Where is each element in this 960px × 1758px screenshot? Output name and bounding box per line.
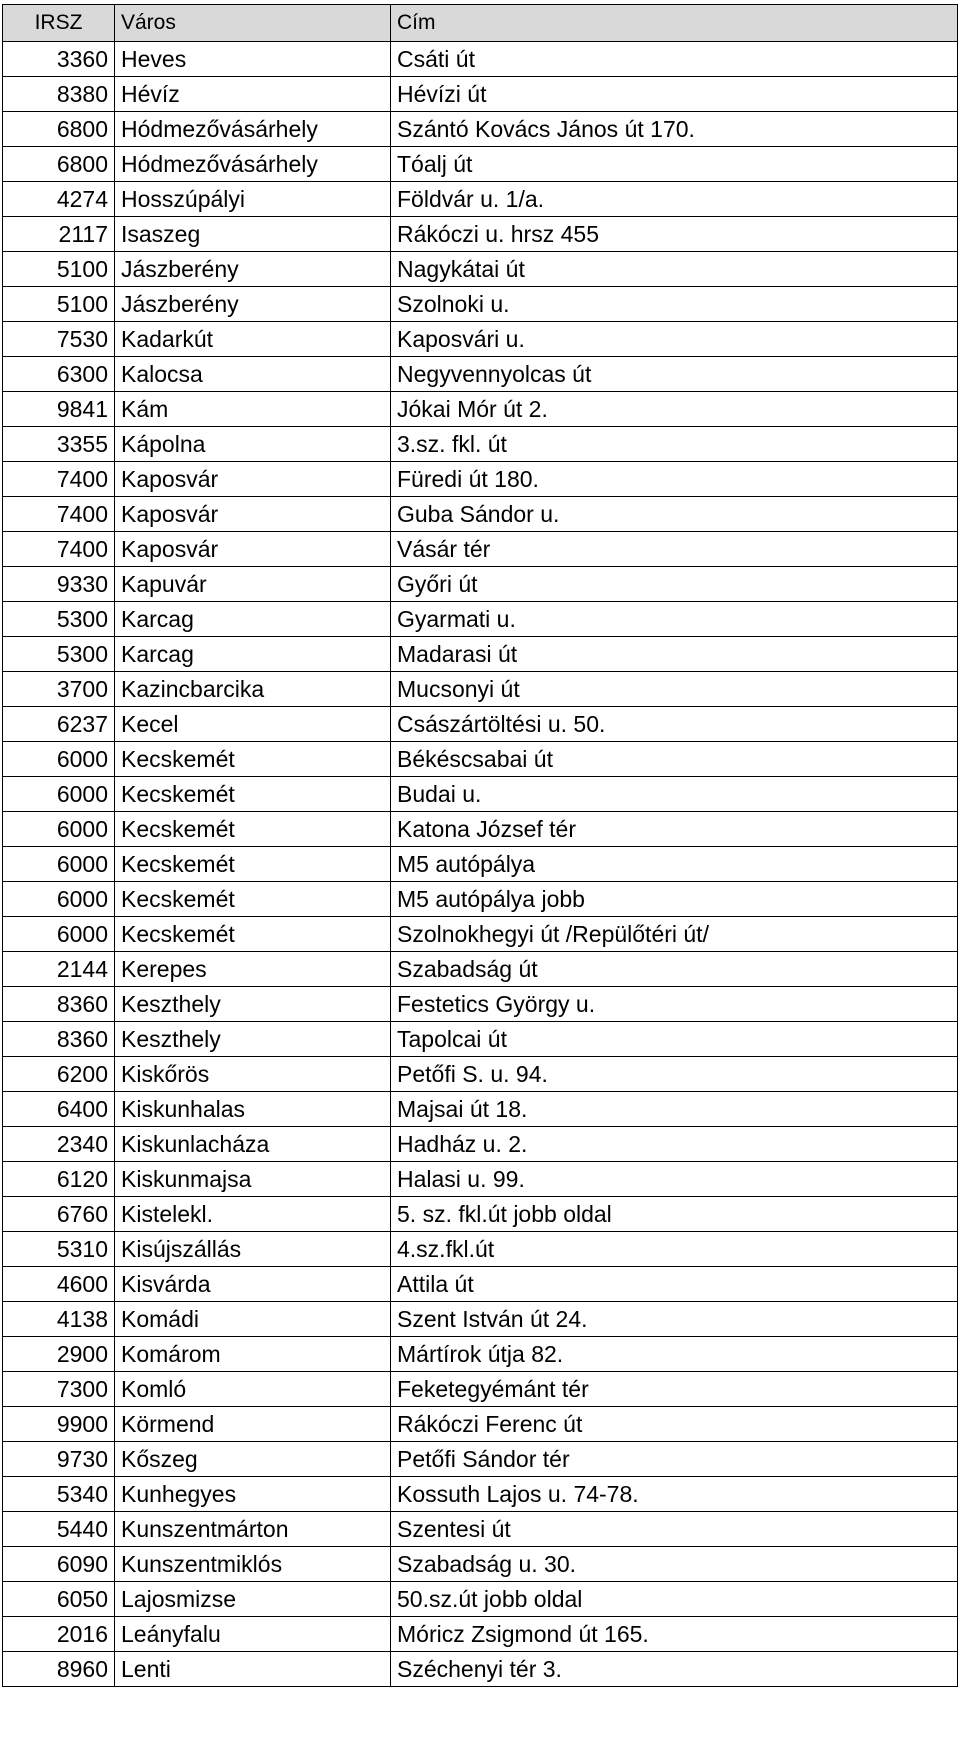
irsz-cell: 8360 — [3, 987, 115, 1022]
cim-cell: Szolnoki u. — [391, 287, 958, 322]
varos-cell: Hévíz — [115, 77, 391, 112]
irsz-cell: 6000 — [3, 812, 115, 847]
varos-cell: Jászberény — [115, 287, 391, 322]
irsz-cell: 8960 — [3, 1652, 115, 1687]
varos-cell: Lenti — [115, 1652, 391, 1687]
table-row — [3, 287, 958, 322]
table-row — [3, 637, 958, 672]
varos-cell: Kecskemét — [115, 882, 391, 917]
irsz-cell: 5300 — [3, 637, 115, 672]
cim-cell: Festetics György u. — [391, 987, 958, 1022]
irsz-cell: 9330 — [3, 567, 115, 602]
irsz-cell: 6300 — [3, 357, 115, 392]
irsz-cell: 4274 — [3, 182, 115, 217]
table-row — [3, 1232, 958, 1267]
cim-cell: Szentesi út — [391, 1512, 958, 1547]
irsz-cell: 6000 — [3, 847, 115, 882]
table-row — [3, 182, 958, 217]
cim-cell: Rákóczi u. hrsz 455 — [391, 217, 958, 252]
table-row — [3, 1372, 958, 1407]
table-row — [3, 392, 958, 427]
cim-cell: Attila út — [391, 1267, 958, 1302]
irsz-cell: 5440 — [3, 1512, 115, 1547]
varos-cell: Kazincbarcika — [115, 672, 391, 707]
irsz-cell: 7530 — [3, 322, 115, 357]
irsz-cell: 6000 — [3, 777, 115, 812]
irsz-cell: 2340 — [3, 1127, 115, 1162]
cim-cell: Petőfi S. u. 94. — [391, 1057, 958, 1092]
irsz-cell: 3700 — [3, 672, 115, 707]
cim-cell: Kaposvári u. — [391, 322, 958, 357]
varos-cell: Kerepes — [115, 952, 391, 987]
table-row — [3, 1197, 958, 1232]
cim-cell: Kossuth Lajos u. 74-78. — [391, 1477, 958, 1512]
cim-cell: Császártöltési u. 50. — [391, 707, 958, 742]
varos-cell: Kalocsa — [115, 357, 391, 392]
irsz-cell: 9841 — [3, 392, 115, 427]
cim-cell: Szabadság út — [391, 952, 958, 987]
cim-cell: 50.sz.út jobb oldal — [391, 1582, 958, 1617]
table-row — [3, 1512, 958, 1547]
varos-cell: Kám — [115, 392, 391, 427]
varos-cell: Kiskunmajsa — [115, 1162, 391, 1197]
irsz-cell: 6000 — [3, 742, 115, 777]
irsz-cell: 6237 — [3, 707, 115, 742]
column-header-varos: Város — [115, 5, 391, 42]
table-row — [3, 742, 958, 777]
cim-cell: Szent István út 24. — [391, 1302, 958, 1337]
irsz-cell: 6000 — [3, 882, 115, 917]
table-row — [3, 42, 958, 77]
varos-cell: Karcag — [115, 637, 391, 672]
table-row — [3, 112, 958, 147]
varos-cell: Heves — [115, 42, 391, 77]
varos-cell: Kapuvár — [115, 567, 391, 602]
table-row — [3, 462, 958, 497]
cim-cell: Gyarmati u. — [391, 602, 958, 637]
cim-cell: Guba Sándor u. — [391, 497, 958, 532]
irsz-cell: 9730 — [3, 1442, 115, 1477]
table-row — [3, 427, 958, 462]
varos-cell: Kecskemét — [115, 847, 391, 882]
table-row — [3, 1057, 958, 1092]
varos-cell: Karcag — [115, 602, 391, 637]
irsz-cell: 6760 — [3, 1197, 115, 1232]
cim-cell: Feketegyémánt tér — [391, 1372, 958, 1407]
cim-cell: Szolnokhegyi út /Repülőtéri út/ — [391, 917, 958, 952]
varos-cell: Kaposvár — [115, 532, 391, 567]
cim-cell: Rákóczi Ferenc út — [391, 1407, 958, 1442]
cim-cell: Hévízi út — [391, 77, 958, 112]
cim-cell: Negyvennyolcas út — [391, 357, 958, 392]
irsz-cell: 8380 — [3, 77, 115, 112]
cim-cell: 3.sz. fkl. út — [391, 427, 958, 462]
header-row — [3, 5, 958, 42]
varos-cell: Kecskemét — [115, 812, 391, 847]
cim-cell: Budai u. — [391, 777, 958, 812]
column-header-irsz: IRSZ — [3, 5, 115, 42]
cim-cell: Vásár tér — [391, 532, 958, 567]
irsz-cell: 5310 — [3, 1232, 115, 1267]
table-row — [3, 1337, 958, 1372]
irsz-cell: 2144 — [3, 952, 115, 987]
varos-cell: Hódmezővásárhely — [115, 112, 391, 147]
varos-cell: Kecskemét — [115, 777, 391, 812]
irsz-cell: 5100 — [3, 287, 115, 322]
irsz-cell: 7400 — [3, 497, 115, 532]
cim-cell: Széchenyi tér 3. — [391, 1652, 958, 1687]
irsz-cell: 2900 — [3, 1337, 115, 1372]
cim-cell: Tapolcai út — [391, 1022, 958, 1057]
table-row — [3, 1407, 958, 1442]
irsz-cell: 6200 — [3, 1057, 115, 1092]
irsz-cell: 8360 — [3, 1022, 115, 1057]
varos-cell: Kecskemét — [115, 742, 391, 777]
table-row — [3, 217, 958, 252]
varos-cell: Kaposvár — [115, 497, 391, 532]
table-row — [3, 532, 958, 567]
table-row — [3, 1162, 958, 1197]
cim-cell: Halasi u. 99. — [391, 1162, 958, 1197]
varos-cell: Keszthely — [115, 987, 391, 1022]
varos-cell: Kisvárda — [115, 1267, 391, 1302]
varos-cell: Kiskunlacháza — [115, 1127, 391, 1162]
cim-cell: Csáti út — [391, 42, 958, 77]
varos-cell: Komárom — [115, 1337, 391, 1372]
irsz-cell: 5300 — [3, 602, 115, 637]
varos-cell: Lajosmizse — [115, 1582, 391, 1617]
table-row — [3, 987, 958, 1022]
varos-cell: Komádi — [115, 1302, 391, 1337]
varos-cell: Kiskunhalas — [115, 1092, 391, 1127]
varos-cell: Hosszúpályi — [115, 182, 391, 217]
irsz-cell: 3355 — [3, 427, 115, 462]
table-row — [3, 567, 958, 602]
cim-cell: Győri út — [391, 567, 958, 602]
table-row — [3, 1022, 958, 1057]
cim-cell: Majsai út 18. — [391, 1092, 958, 1127]
varos-cell: Kunszentmiklós — [115, 1547, 391, 1582]
table-row — [3, 1302, 958, 1337]
varos-cell: Kistelekl. — [115, 1197, 391, 1232]
varos-cell: Kunszentmárton — [115, 1512, 391, 1547]
cim-cell: 4.sz.fkl.út — [391, 1232, 958, 1267]
cim-cell: Mártírok útja 82. — [391, 1337, 958, 1372]
varos-cell: Kadarkút — [115, 322, 391, 357]
varos-cell: Körmend — [115, 1407, 391, 1442]
irsz-cell: 6800 — [3, 112, 115, 147]
table-row — [3, 1652, 958, 1687]
irsz-cell: 6400 — [3, 1092, 115, 1127]
irsz-cell: 6800 — [3, 147, 115, 182]
cim-cell: Móricz Zsigmond út 165. — [391, 1617, 958, 1652]
varos-cell: Kunhegyes — [115, 1477, 391, 1512]
table-row — [3, 497, 958, 532]
table-row — [3, 672, 958, 707]
table-row — [3, 1547, 958, 1582]
table-row — [3, 882, 958, 917]
table-row — [3, 1267, 958, 1302]
irsz-cell: 7400 — [3, 462, 115, 497]
cim-cell: Békéscsabai út — [391, 742, 958, 777]
irsz-cell: 6000 — [3, 917, 115, 952]
varos-cell: Hódmezővásárhely — [115, 147, 391, 182]
irsz-cell: 3360 — [3, 42, 115, 77]
varos-cell: Leányfalu — [115, 1617, 391, 1652]
irsz-cell: 5100 — [3, 252, 115, 287]
varos-cell: Jászberény — [115, 252, 391, 287]
cim-cell: Katona József tér — [391, 812, 958, 847]
varos-cell: Isaszeg — [115, 217, 391, 252]
cim-cell: Hadház u. 2. — [391, 1127, 958, 1162]
irsz-cell: 4138 — [3, 1302, 115, 1337]
table-row — [3, 952, 958, 987]
table-row — [3, 147, 958, 182]
irsz-cell: 7400 — [3, 532, 115, 567]
varos-cell: Kisújszállás — [115, 1232, 391, 1267]
table-row — [3, 707, 958, 742]
table-row — [3, 777, 958, 812]
irsz-cell: 6120 — [3, 1162, 115, 1197]
table-row — [3, 917, 958, 952]
varos-cell: Kaposvár — [115, 462, 391, 497]
varos-cell: Keszthely — [115, 1022, 391, 1057]
table-row — [3, 1477, 958, 1512]
irsz-cell: 6050 — [3, 1582, 115, 1617]
address-table — [2, 4, 958, 1687]
table-row — [3, 322, 958, 357]
irsz-cell: 2117 — [3, 217, 115, 252]
varos-cell: Kecel — [115, 707, 391, 742]
table-row — [3, 252, 958, 287]
cim-cell: Tóalj út — [391, 147, 958, 182]
irsz-cell: 5340 — [3, 1477, 115, 1512]
table-row — [3, 812, 958, 847]
irsz-cell: 2016 — [3, 1617, 115, 1652]
table-row — [3, 77, 958, 112]
table-row — [3, 847, 958, 882]
varos-cell: Kőszeg — [115, 1442, 391, 1477]
table-row — [3, 1582, 958, 1617]
cim-cell: Nagykátai út — [391, 252, 958, 287]
table-body — [3, 42, 958, 1687]
table-row — [3, 1092, 958, 1127]
cim-cell: Petőfi Sándor tér — [391, 1442, 958, 1477]
table-row — [3, 1127, 958, 1162]
cim-cell: M5 autópálya jobb — [391, 882, 958, 917]
varos-cell: Kecskemét — [115, 917, 391, 952]
table-row — [3, 602, 958, 637]
irsz-cell: 9900 — [3, 1407, 115, 1442]
cim-cell: Madarasi út — [391, 637, 958, 672]
table-row — [3, 357, 958, 392]
cim-cell: Földvár u. 1/a. — [391, 182, 958, 217]
table-row — [3, 1442, 958, 1477]
cim-cell: 5. sz. fkl.út jobb oldal — [391, 1197, 958, 1232]
irsz-cell: 6090 — [3, 1547, 115, 1582]
irsz-cell: 7300 — [3, 1372, 115, 1407]
cim-cell: Mucsonyi út — [391, 672, 958, 707]
varos-cell: Kápolna — [115, 427, 391, 462]
varos-cell: Kiskőrös — [115, 1057, 391, 1092]
table-row — [3, 1617, 958, 1652]
table-header — [3, 5, 958, 42]
column-header-cim: Cím — [391, 5, 958, 42]
irsz-cell: 4600 — [3, 1267, 115, 1302]
cim-cell: Füredi út 180. — [391, 462, 958, 497]
cim-cell: Szabadság u. 30. — [391, 1547, 958, 1582]
cim-cell: Szántó Kovács János út 170. — [391, 112, 958, 147]
cim-cell: Jókai Mór út 2. — [391, 392, 958, 427]
cim-cell: M5 autópálya — [391, 847, 958, 882]
varos-cell: Komló — [115, 1372, 391, 1407]
